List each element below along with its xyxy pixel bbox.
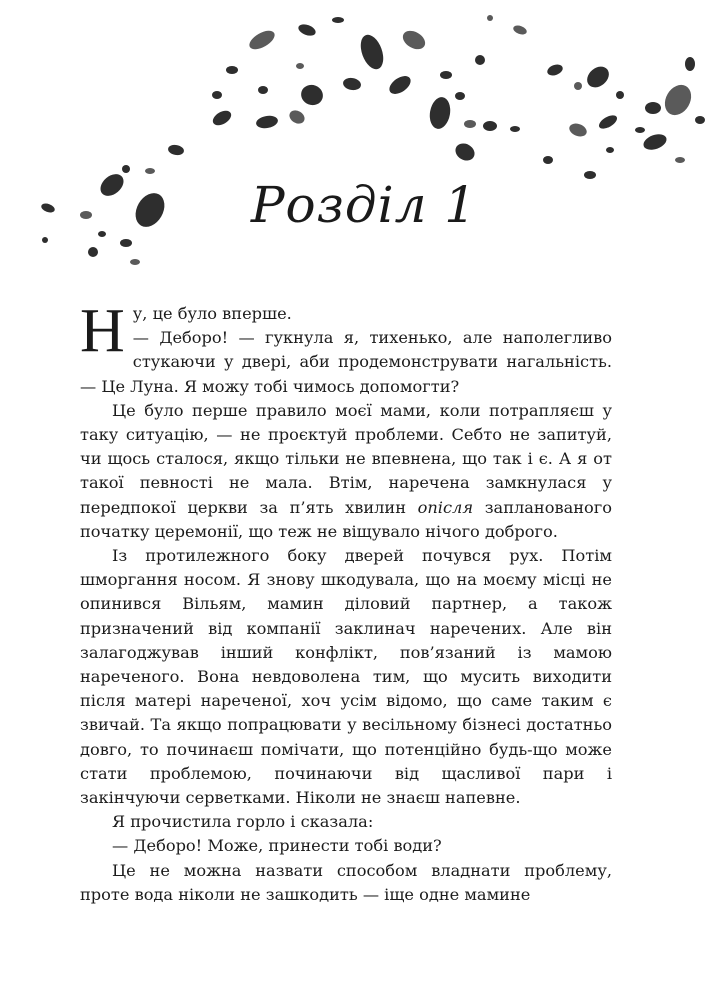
- petal-icon: [212, 91, 222, 99]
- petal-icon: [122, 165, 130, 173]
- petal-icon: [440, 71, 452, 79]
- petal-icon: [641, 131, 668, 152]
- drop-cap: Н: [80, 297, 125, 365]
- petal-icon: [483, 121, 497, 131]
- petal-icon: [332, 17, 344, 23]
- petal-icon: [120, 239, 132, 247]
- petal-icon: [452, 140, 477, 164]
- petal-icon: [258, 86, 268, 94]
- petal-icon: [130, 259, 140, 265]
- paragraph-2-text: Це було перше правило моєї мами, коли потрапляєш у таку ситуацію, — не проєктуй проблеми. Себто не запитуй, чи щось сталося, якщо тільки не впевнена, що так і є. А я от такої певності не мала. Втім, наречена замкнулася у передпокої церкви за п’ять хвилин: [80, 400, 612, 517]
- paragraph-2: [80, 399, 612, 544]
- paragraph-4: Я прочистила горло і сказала:: [112, 812, 374, 832]
- petal-icon: [645, 102, 661, 114]
- petal-icon: [400, 27, 429, 53]
- petal-icon: [298, 82, 326, 108]
- petal-icon: [660, 80, 697, 120]
- paragraph-3: Із протилежного боку дверей почувся рух. Потім шморгання носом. Я знову шкодувала, що на моєму місці не опинився Вільям, мамин діловий партнер, а також призначений від компанії заклинач наречених. Але він залагоджував інший конфлікт, пов’язаний із мамою нареченого. Вона невдоволена тим, що мусить виходити після матері нареченої, хоч усім відомо, що саме таким є звичай. Та якщо попрацювати у весільному бізнесі достатньо довго, то починаєш помічати, що потенційно будь-що може стати проблемою, починаючи від щасливої пари і закінчуючи серветками. Ніколи не знаєш напевне.: [80, 546, 612, 808]
- petal-icon: [685, 57, 695, 71]
- falling-petals-decoration: [0, 0, 728, 300]
- petal-icon: [616, 91, 624, 99]
- petal-icon: [675, 157, 685, 163]
- petal-icon: [167, 144, 184, 157]
- petal-icon: [356, 32, 387, 73]
- petal-icon: [145, 168, 155, 174]
- chapter-text: [80, 297, 612, 907]
- petal-icon: [210, 108, 233, 128]
- paragraph-1-line-1: у, це було вперше.: [132, 304, 292, 323]
- petal-icon: [88, 247, 98, 257]
- chapter-title: Розділ 1: [250, 176, 478, 234]
- petal-icon: [606, 147, 614, 153]
- petal-icon: [455, 92, 465, 100]
- petal-icon: [543, 156, 553, 164]
- paragraph-1: [80, 297, 612, 399]
- petal-icon: [42, 237, 48, 243]
- petal-icon: [296, 63, 304, 69]
- petal-icon: [246, 27, 277, 53]
- petal-icon: [287, 108, 307, 126]
- petal-icon: [464, 120, 476, 128]
- petal-icon: [510, 126, 520, 132]
- paragraph-2-tail: запланованого початку церемонії, що теж не віщувало нічого доброго.: [80, 497, 612, 541]
- petal-icon: [255, 114, 279, 130]
- petal-icon: [487, 15, 493, 21]
- petal-icon: [512, 24, 528, 36]
- emphasis-word: опісля: [417, 497, 474, 517]
- petal-icon: [695, 116, 705, 124]
- petal-icon: [583, 62, 613, 91]
- petal-icon: [475, 55, 485, 65]
- petal-icon: [386, 72, 414, 97]
- paragraph-1-line-2: — Деборо! — гукнула я, тихенько, але наполегливо стукаючи у двері, аби продемонструвати нагальність. — Це Луна. Я можу тобі чимось допомогти?: [80, 328, 612, 396]
- petal-icon: [427, 96, 452, 131]
- petal-icon: [597, 113, 619, 132]
- petal-icon: [546, 63, 564, 78]
- petal-icon: [297, 22, 317, 38]
- petal-icon: [567, 121, 588, 138]
- petal-icon: [226, 66, 238, 74]
- petal-icon: [342, 77, 362, 92]
- petal-icon: [574, 82, 582, 90]
- paragraph-6: Це не можна назвати способом владнати проблему, проте вода ніколи не зашкодить — іще одне мамине: [80, 860, 612, 904]
- petal-icon: [635, 127, 645, 133]
- paragraph-5: — Деборо! Може, принести тобі води?: [112, 836, 442, 856]
